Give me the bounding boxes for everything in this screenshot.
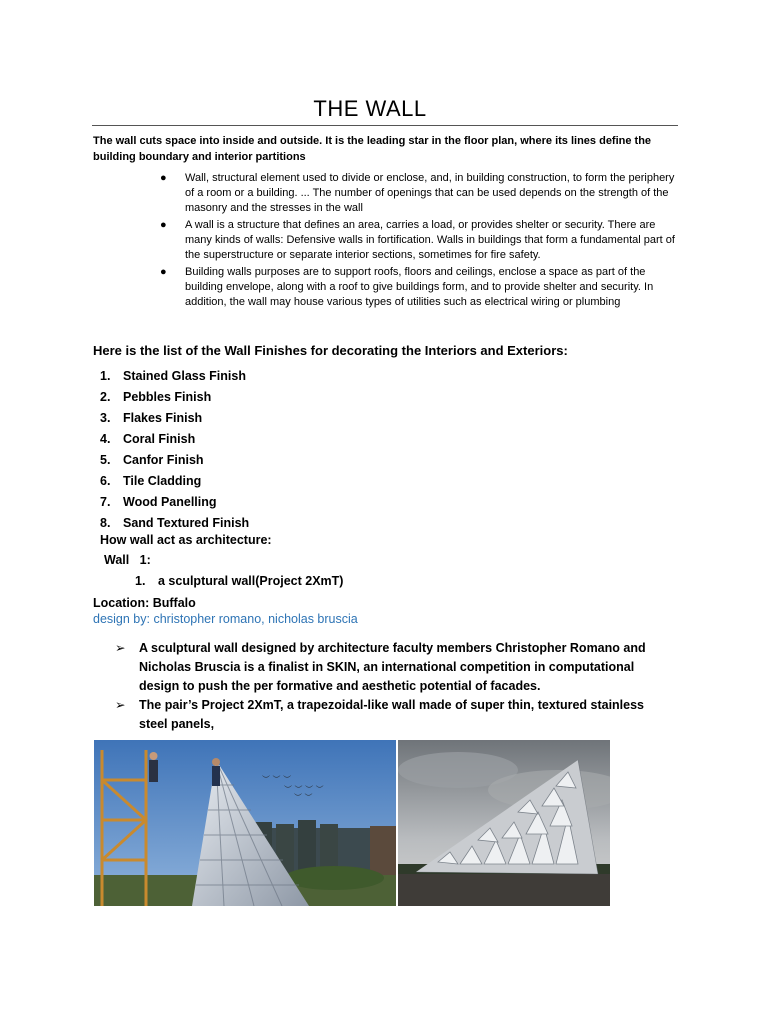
definition-bullet-list <box>160 171 680 312</box>
design-credit: design by: christopher romano, nicholas bruscia <box>93 612 358 626</box>
arrow-bullet-icon: ➢ <box>115 698 126 712</box>
finish-item <box>100 513 249 534</box>
finish-number: 1. <box>100 369 111 383</box>
architecture-heading: How wall act as architecture: <box>100 533 272 547</box>
arrow-item <box>115 639 675 696</box>
photo-finished-wall <box>398 740 610 906</box>
bullet-icon: ● <box>160 219 167 231</box>
project-arrow-list <box>115 639 675 734</box>
finish-item <box>100 471 249 492</box>
finish-item <box>100 450 249 471</box>
svg-text:︶ ︶ ︶ ︶: ︶ ︶ ︶ ︶ <box>284 785 324 794</box>
finish-number: 6. <box>100 474 111 488</box>
arrow-item-text: A sculptural wall designed by architecture faculty members Christopher Romano and Nicholas Bruscia is a finalist in SKIN, an international competition in computational design to push the per formative and aesthetic potential of facades. <box>139 641 646 693</box>
bullet-text: A wall is a structure that defines an area, carries a load, or provides shelter or security. There are many kinds of walls: Defensive walls in fortification. Walls in buildings that form a fundamental part of the superstructure or separate interior sections, sometimes for fire safety. <box>185 219 675 261</box>
finish-number: 8. <box>100 516 111 530</box>
sub-list-item <box>135 574 343 588</box>
finish-item <box>100 429 249 450</box>
arrow-item <box>115 696 675 734</box>
page-title: THE WALL <box>313 96 427 121</box>
finish-label: Sand Textured Finish <box>123 516 250 530</box>
finish-item <box>100 366 249 387</box>
bullet-item <box>160 218 680 263</box>
finish-number: 7. <box>100 495 111 509</box>
photo-wall-installation <box>94 740 396 906</box>
bullet-icon: ● <box>160 172 167 184</box>
arrow-item-text: The pair’s Project 2XmT, a trapezoidal-like wall made of super thin, textured stainless steel panels, <box>139 698 645 731</box>
sub-item-number: 1. <box>135 574 146 588</box>
intro-paragraph: The wall cuts space into inside and outside. It is the leading star in the floor plan, where its lines define the building boundary and interior partitions <box>93 135 652 163</box>
location-line: Location: Buffalo <box>93 596 196 610</box>
finish-label: Coral Finish <box>123 432 196 446</box>
bullet-text: Wall, structural element used to divide or enclose, and, in building construction, to form the periphery of a room or a building. ... The number of openings that can be used depends on the strength of the masonry and the stresses in the wall <box>185 172 675 214</box>
finish-label: Tile Cladding <box>123 474 202 488</box>
title-underline <box>92 125 678 126</box>
finish-item <box>100 408 249 429</box>
finish-label: Wood Panelling <box>123 495 217 509</box>
finish-label: Pebbles Finish <box>123 390 212 404</box>
bullet-text: Building walls purposes are to support roofs, floors and ceilings, enclose a space as part of the building envelope, along with a roof to give buildings form, and to provide shelter and security. In addition, the wall may house various types of utilities such as electrical wiring or plumbing <box>185 266 654 308</box>
bullet-icon: ● <box>160 266 167 278</box>
svg-text:︶ ︶ ︶: ︶ ︶ ︶ <box>262 775 292 784</box>
finish-number: 5. <box>100 453 111 467</box>
finish-number: 2. <box>100 390 111 404</box>
arrow-bullet-icon: ➢ <box>115 641 126 655</box>
finish-item <box>100 492 249 513</box>
finish-item <box>100 387 249 408</box>
finishes-heading: Here is the list of the Wall Finishes for decorating the Interiors and Exteriors: <box>93 343 568 358</box>
bullet-item <box>160 265 680 310</box>
bullet-item <box>160 171 680 216</box>
finish-number: 4. <box>100 432 111 446</box>
wall-1-heading: Wall 1: <box>104 553 151 567</box>
sub-item-label: a sculptural wall(Project 2XmT) <box>158 574 344 588</box>
svg-text:︶ ︶: ︶ ︶ <box>294 793 313 802</box>
finish-number: 3. <box>100 411 111 425</box>
finish-label: Canfor Finish <box>123 453 204 467</box>
finishes-list <box>100 366 249 534</box>
finish-label: Stained Glass Finish <box>123 369 246 383</box>
finish-label: Flakes Finish <box>123 411 203 425</box>
